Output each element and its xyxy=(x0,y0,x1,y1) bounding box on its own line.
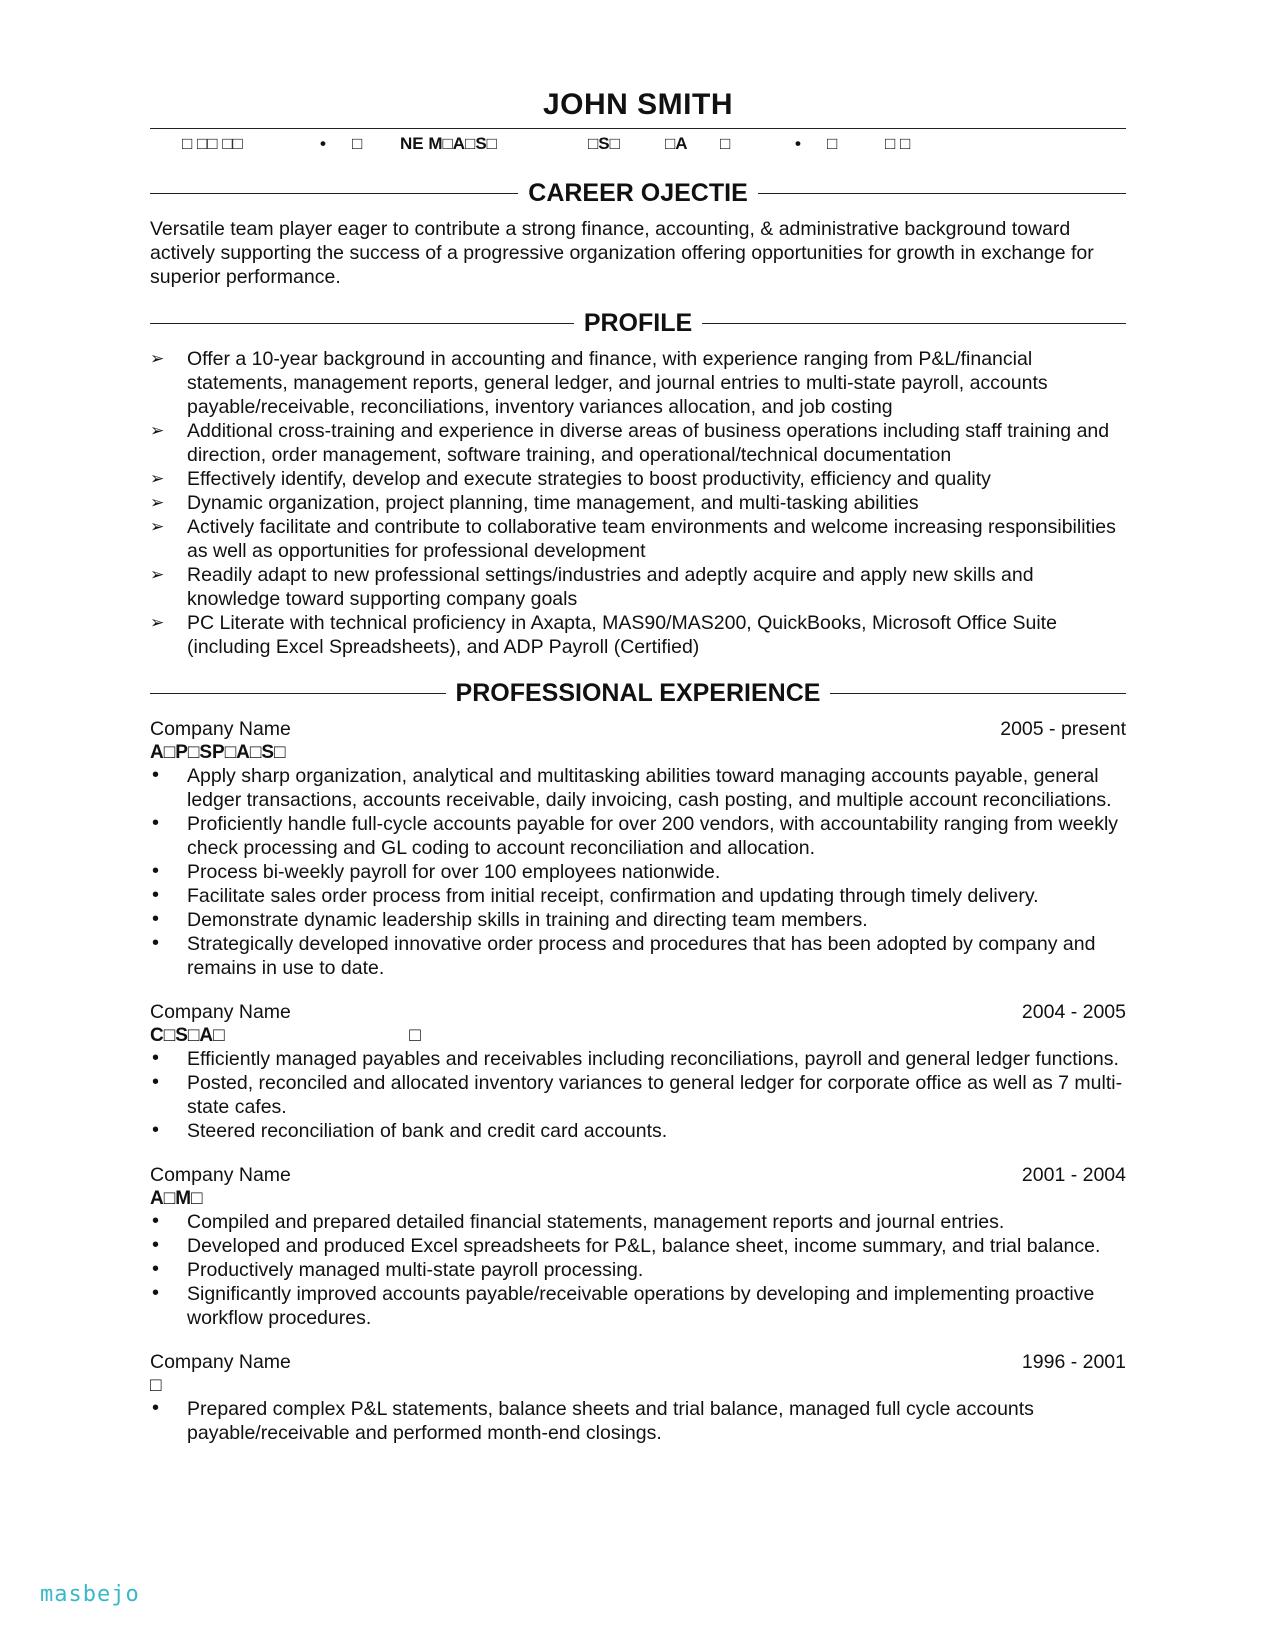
job-bullet-text: Proficiently handle full-cycle accounts payable for over 200 vendors, with accountability ranging from weekly check processing and GL coding to account reconciliation and allocation. xyxy=(187,813,1119,859)
contact-segment: □S□ xyxy=(588,134,620,153)
job-bullet-text: Strategically developed innovative order process and procedures that has been adopted by company and remains in use to date. xyxy=(187,933,1096,979)
job-bullet-text: Demonstrate dynamic leadership skills in training and directing team members. xyxy=(187,909,868,931)
contact-segment: □ xyxy=(827,134,838,153)
profile-item xyxy=(150,347,1126,419)
objective-heading xyxy=(150,177,1126,209)
profile-item xyxy=(150,419,1126,467)
dot-bullet-icon: • xyxy=(152,932,160,954)
profile-item xyxy=(150,515,1126,563)
job-dates: 1996 - 2001 xyxy=(1021,1351,1126,1373)
job-bullets xyxy=(150,1397,1126,1445)
arrow-bullet-icon: ➢ xyxy=(150,421,165,440)
job-bullet-text: Compiled and prepared detailed financial statements, management reports and journal entries. xyxy=(187,1211,1005,1233)
job-bullet xyxy=(150,812,1126,860)
dot-bullet-icon: • xyxy=(152,908,160,930)
watermark: masbejo xyxy=(40,1582,140,1607)
job-bullet xyxy=(150,1210,1126,1234)
section-title: PROFESSIONAL EXPERIENCE xyxy=(455,678,821,707)
profile-item-text: Dynamic organization, project planning, time management, and multi-tasking abilities xyxy=(187,492,919,514)
arrow-bullet-icon: ➢ xyxy=(150,517,165,536)
dot-bullet-icon: • xyxy=(152,1258,160,1280)
job-bullets xyxy=(150,1210,1126,1330)
job-title: C□S□A□ □ xyxy=(150,1025,421,1046)
arrow-bullet-icon: ➢ xyxy=(150,349,165,368)
job-bullet xyxy=(150,764,1126,812)
job-header xyxy=(150,1350,1126,1374)
job-entry xyxy=(150,1000,1126,1143)
job-bullet xyxy=(150,1119,1126,1143)
job-bullet-text: Posted, reconciled and allocated inventory variances to general ledger for corporate office as well as 7 multi-state cafes. xyxy=(187,1072,1123,1118)
heading-rule-left xyxy=(150,693,446,694)
dot-bullet-icon: • xyxy=(152,884,160,906)
contact-segment: • xyxy=(795,134,801,153)
job-bullet xyxy=(150,908,1126,932)
contact-segment: NE M□A□S□ xyxy=(400,134,497,153)
job-dates: 2001 - 2004 xyxy=(1021,1164,1126,1186)
job-title: □ xyxy=(150,1375,162,1396)
heading-rule-left xyxy=(150,193,518,194)
job-bullet-text: Steered reconciliation of bank and credit card accounts. xyxy=(187,1120,668,1142)
profile-item-text: Readily adapt to new professional settings/industries and adeptly acquire and apply new skills and knowledge toward supporting company goals xyxy=(187,564,1034,610)
profile-item-text: Actively facilitate and contribute to collaborative team environments and welcome increasing responsibilities as well as opportunities for professional development xyxy=(187,516,1116,562)
job-title: A□M□ xyxy=(150,1188,203,1209)
dot-bullet-icon: • xyxy=(152,764,160,786)
heading-rule-right xyxy=(830,693,1126,694)
job-bullet xyxy=(150,1047,1126,1071)
heading-rule-right xyxy=(758,193,1126,194)
profile-item xyxy=(150,467,1126,491)
section-title: PROFILE xyxy=(583,308,693,337)
job-bullets xyxy=(150,1047,1126,1143)
contact-line xyxy=(150,129,1126,159)
job-bullets xyxy=(150,764,1126,980)
job-bullet-text: Prepared complex P&L statements, balance sheets and trial balance, managed full cycle accounts payable/receivable and performed month-end closings. xyxy=(187,1398,1034,1444)
profile-item-text: Offer a 10-year background in accounting and finance, with experience ranging from P&L/financial statements, management reports, general ledger, and journal entries to multi-state payroll, accounts payable/receivable, reconciliations, inventory variances allocation, and job costing xyxy=(187,348,1048,418)
company-name: Company Name xyxy=(150,1001,291,1023)
profile-item-text: Additional cross-training and experience in diverse areas of business operations including staff training and direction, order management, software training, and operational/technical documentation xyxy=(187,420,1110,466)
job-bullet xyxy=(150,884,1126,908)
contact-segment: □A xyxy=(665,134,688,153)
job-bullet xyxy=(150,932,1126,980)
heading-rule-left xyxy=(150,323,574,324)
contact-segment: □ □□ □□ xyxy=(182,134,243,153)
job-bullet xyxy=(150,1234,1126,1258)
arrow-bullet-icon: ➢ xyxy=(150,469,165,488)
job-header xyxy=(150,717,1126,741)
job-bullet xyxy=(150,1071,1126,1119)
job-dates: 2004 - 2005 xyxy=(1021,1001,1126,1023)
contact-segment: □ xyxy=(352,134,363,153)
dot-bullet-icon: • xyxy=(152,860,160,882)
job-bullet xyxy=(150,1258,1126,1282)
resume-page xyxy=(150,88,1126,1445)
candidate-name: JOHN SMITH xyxy=(542,88,733,121)
profile-list xyxy=(150,347,1126,659)
contact-segment: □ □ xyxy=(885,134,911,153)
dot-bullet-icon: • xyxy=(152,1397,160,1419)
contact-segment: □ xyxy=(720,134,731,153)
job-entry xyxy=(150,1163,1126,1330)
dot-bullet-icon: • xyxy=(152,1047,160,1069)
job-bullet-text: Significantly improved accounts payable/receivable operations by developing and implementing proactive workflow procedures. xyxy=(187,1283,1095,1329)
job-bullet xyxy=(150,1397,1126,1445)
job-bullet-text: Process bi-weekly payroll for over 100 employees nationwide. xyxy=(187,861,721,883)
job-entry xyxy=(150,717,1126,980)
job-bullet-text: Efficiently managed payables and receivables including reconciliations, payroll and general ledger functions. xyxy=(187,1048,1119,1070)
arrow-bullet-icon: ➢ xyxy=(150,613,165,632)
job-title: A□P□SP□A□S□ xyxy=(150,742,286,763)
profile-heading xyxy=(150,307,1126,339)
profile-item-text: PC Literate with technical proficiency in Axapta, MAS90/MAS200, QuickBooks, Microsoft Office Suite (including Excel Spreadsheets), and ADP Payroll (Certified) xyxy=(187,612,1057,658)
dot-bullet-icon: • xyxy=(152,1119,160,1141)
job-dates: 2005 - present xyxy=(1000,718,1126,740)
dot-bullet-icon: • xyxy=(152,1282,160,1304)
job-bullet xyxy=(150,860,1126,884)
experience-heading xyxy=(150,677,1126,709)
dot-bullet-icon: • xyxy=(152,1210,160,1232)
arrow-bullet-icon: ➢ xyxy=(150,493,165,512)
company-name: Company Name xyxy=(150,1351,291,1373)
job-bullet-text: Facilitate sales order process from initial receipt, confirmation and updating through timely delivery. xyxy=(187,885,1039,907)
experience-list xyxy=(150,717,1126,1445)
contact-segment: • xyxy=(320,134,326,153)
dot-bullet-icon: • xyxy=(152,812,160,834)
arrow-bullet-icon: ➢ xyxy=(150,565,165,584)
company-name: Company Name xyxy=(150,718,291,740)
heading-rule-right xyxy=(702,323,1126,324)
job-bullet-text: Developed and produced Excel spreadsheets for P&L, balance sheet, income summary, and trial balance. xyxy=(187,1235,1101,1257)
job-header xyxy=(150,1163,1126,1187)
company-name: Company Name xyxy=(150,1164,291,1186)
job-bullet-text: Productively managed multi-state payroll processing. xyxy=(187,1259,644,1281)
profile-item xyxy=(150,563,1126,611)
profile-item-text: Effectively identify, develop and execute strategies to boost productivity, efficiency and quality xyxy=(187,468,991,490)
dot-bullet-icon: • xyxy=(152,1234,160,1256)
job-header xyxy=(150,1000,1126,1024)
job-bullet-text: Apply sharp organization, analytical and multitasking abilities toward managing accounts payable, general ledger transactions, accounts receivable, daily invoicing, cash posting, and multiple account reconciliations. xyxy=(187,765,1112,811)
profile-item xyxy=(150,491,1126,515)
section-title: CAREER OJECTIE xyxy=(528,178,748,207)
dot-bullet-icon: • xyxy=(152,1071,160,1093)
objective-text: Versatile team player eager to contribute a strong finance, accounting, & administrative background toward actively supporting the success of a progressive organization offering opportunities for growth in exchange for superior performance. xyxy=(150,218,1094,288)
profile-item xyxy=(150,611,1126,659)
job-entry xyxy=(150,1350,1126,1445)
job-bullet xyxy=(150,1282,1126,1330)
